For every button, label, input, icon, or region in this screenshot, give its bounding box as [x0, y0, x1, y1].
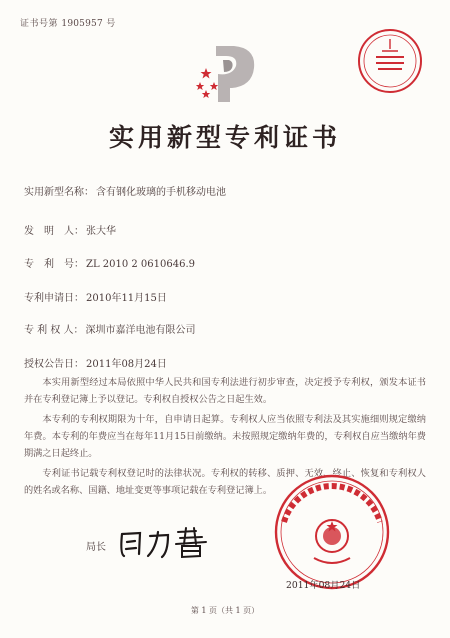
handwritten-signature [116, 524, 220, 560]
seal-date: 2011年08月24日 [286, 580, 361, 591]
patent-number-field [24, 255, 195, 270]
field-label: 专 利 权 人： [24, 325, 84, 336]
director-label: 局长 [86, 542, 106, 553]
field-value: 含有钢化玻璃的手机移动电池 [96, 187, 226, 198]
patent-office-emblem-icon [196, 38, 266, 108]
page-title: 实用新型专利证书 [108, 123, 341, 152]
certificate-number-suffix: 号 [106, 19, 116, 29]
field-value: ZL 2010 2 0610646.9 [86, 259, 196, 270]
field-value: 张大华 [86, 226, 116, 237]
inventor-field [24, 222, 116, 237]
field-label: 实用新型名称： [24, 187, 94, 198]
field-value: 深圳市嘉洋电池有限公司 [85, 325, 196, 336]
utility-model-name-field [24, 183, 226, 198]
national-ip-office-seal-icon [262, 472, 402, 594]
field-label: 发 明 人： [24, 226, 84, 237]
certificate-number-label: 证书号第 [20, 19, 59, 29]
body-paragraph: 本实用新型经过本局依照中华人民共和国专利法进行初步审查，决定授予专利权，颁发本证书并在专利登记簿上予以登记。专利权自授权公告之日起生效。 [24, 377, 426, 405]
page-footer: 第 1 页（共 1 页） [190, 606, 260, 615]
body-paragraph: 本专利的专利权期限为十年，自申请日起算。专利权人应当依照专利法及其实施细则规定缴纳年费。本专利的年费应当在每年11月15日前缴纳。未按照规定缴纳年费的，专利权自应当缴纳年费期满之日起终止。 [24, 414, 426, 459]
field-value: 2011年08月24日 [86, 359, 167, 370]
certificate-number-value: 1905957 [61, 19, 103, 29]
body-paragraph: 专利证书记载专利权登记时的法律状况。专利权的转移、质押、无效、终止、恢复和专利权人的姓名或名称、国籍、地址变更等事项记载在专利登记簿上。 [24, 468, 426, 496]
filing-date-field [24, 289, 167, 304]
field-label: 授权公告日： [24, 359, 84, 370]
field-value: 2010年11月15日 [86, 293, 167, 304]
office-seal-icon [356, 27, 424, 95]
grant-date-field [24, 355, 167, 370]
patentee-field [24, 321, 196, 336]
field-label: 专 利 号： [24, 259, 84, 270]
field-label: 专利申请日： [24, 293, 84, 304]
certificate-number [20, 16, 116, 29]
